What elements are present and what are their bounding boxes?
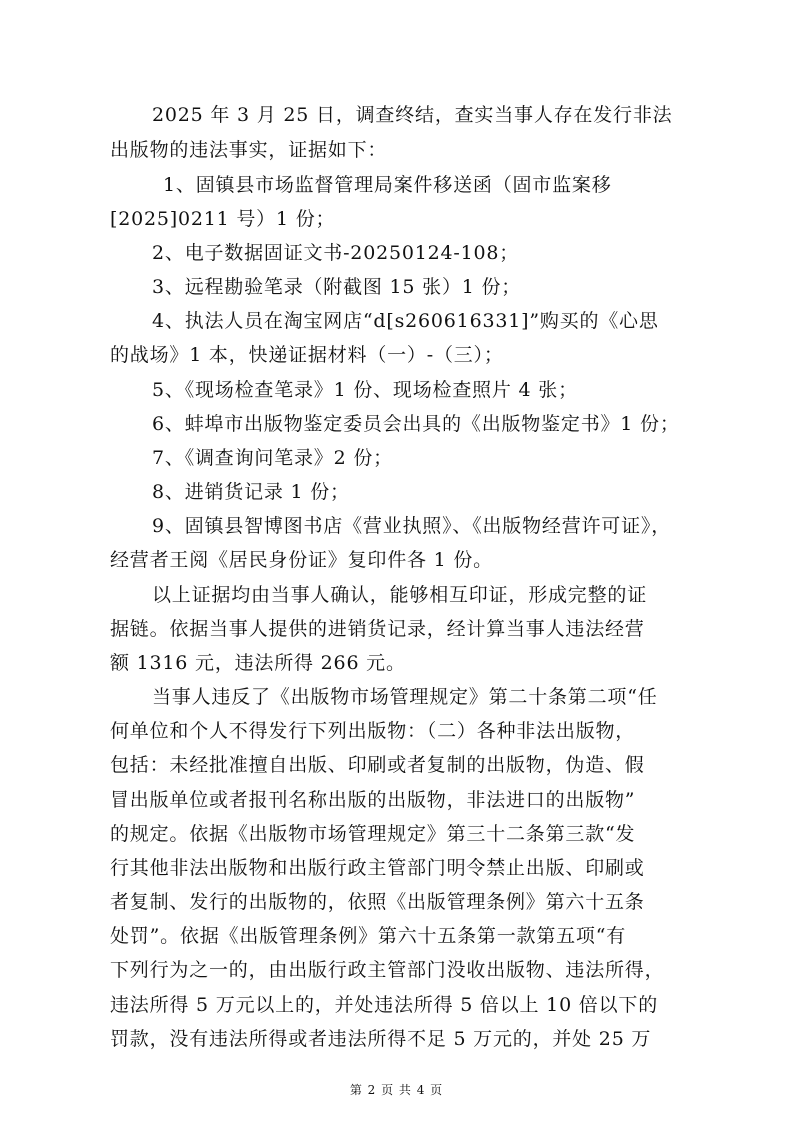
text-line: 出版物的违法事实，证据如下：: [110, 139, 388, 161]
text-line: 经营者王阅《居民身份证》复印件各 1 份。: [110, 549, 493, 571]
text-line: 处罚”。依据《出版管理条例》第六十五条第一款第五项“有: [110, 925, 627, 947]
text-line: 2、电子数据固证文书-20250124-108；: [152, 242, 520, 264]
text-line: 何单位和个人不得发行下列出版物：（二）各种非法出版物，: [110, 720, 636, 742]
text-line: 者复制、发行的出版物的，依照《出版管理条例》第六十五条: [110, 891, 645, 913]
text-line: 9、固镇县智博图书店《营业执照》、《出版物经营许可证》，: [152, 515, 671, 537]
text-line: 1、固镇县市场监督管理局案件移送函（固市监案移: [163, 174, 612, 196]
text-line: 当事人违反了《出版物市场管理规定》第二十条第二项“任: [152, 686, 658, 708]
text-line: 额 1316 元，违法所得 266 元。: [110, 652, 406, 674]
text-line: 行其他非法出版物和出版行政主管部门明令禁止出版、印刷或: [110, 857, 645, 879]
text-line: 8、进销货记录 1 份；: [152, 481, 350, 503]
text-line: 罚款，没有违法所得或者违法所得不足 5 万元的，并处 25 万: [110, 1028, 652, 1050]
text-line: 2025 年 3 月 25 日，调查终结，查实当事人存在发行非法: [152, 104, 673, 126]
text-line: 据链。依据当事人提供的进销货记录，经计算当事人违法经营: [110, 618, 645, 640]
text-line: 3、远程勘验笔录（附截图 15 张）1 份；: [152, 276, 522, 298]
text-line: 4、执法人员在淘宝网店“d[s260616331]”购买的《心思: [152, 310, 659, 332]
text-line: [2025]0211 号）1 份；: [110, 208, 336, 230]
text-line: 包括：未经批准擅自出版、印刷或者复制的出版物，伪造、假: [110, 754, 645, 776]
text-line: 违法所得 5 万元以上的，并处违法所得 5 倍以上 10 倍以下的: [110, 994, 658, 1016]
text-line: 7、《调查询问笔录》2 份；: [152, 447, 393, 469]
text-line: 6、蚌埠市出版物鉴定委员会出具的《出版物鉴定书》1 份；: [152, 413, 680, 435]
page-number-footer: 第 2 页 共 4 页: [349, 1083, 444, 1097]
text-line: 的战场》1 本，快递证据材料（一）-（三）；: [110, 344, 504, 366]
text-line: 的规定。依据《出版物市场管理规定》第三十二条第三款“发: [110, 823, 636, 845]
text-line: 下列行为之一的，由出版行政主管部门没收出版物、违法所得，: [110, 959, 665, 981]
text-line: 5、《现场检查笔录》1 份、现场检查照片 4 张；: [152, 379, 578, 401]
text-line: 冒出版单位或者报刊名称出版的出版物，非法进口的出版物”: [110, 789, 636, 811]
text-line: 以上证据均由当事人确认，能够相互印证，形成完整的证: [152, 584, 648, 606]
